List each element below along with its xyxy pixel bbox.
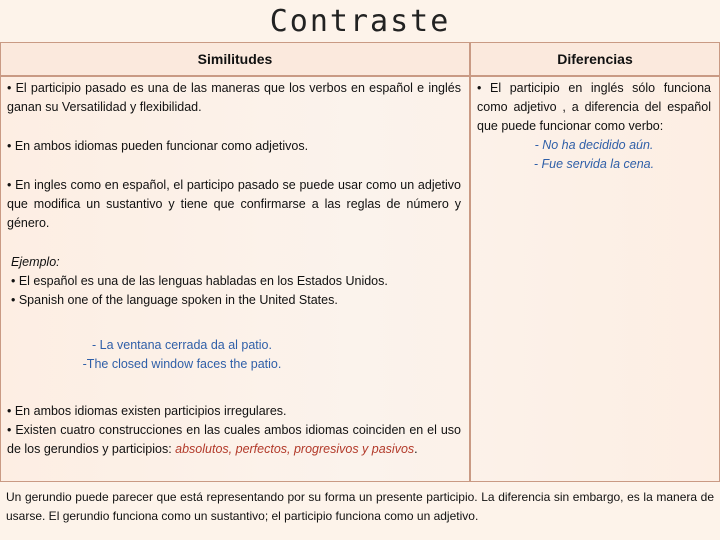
similitud-3: • En ingles como en español, el participo pasado se puede usar como un adjetivo que modifica un sustantivo y tiene que confirmarse a las reglas de número y género. bbox=[7, 178, 461, 230]
ejemplo-2: • Spanish one of the language spoken in the United States. bbox=[11, 293, 338, 307]
example-spanish: - La ventana cerrada da al patio. bbox=[92, 338, 272, 352]
diferencias-column bbox=[477, 79, 711, 174]
comparison-table bbox=[0, 42, 720, 482]
header-divider bbox=[1, 75, 719, 77]
header-diferencias: Diferencias bbox=[471, 43, 719, 75]
similitud-5 bbox=[7, 421, 461, 459]
similitudes-column bbox=[7, 79, 461, 459]
diferencia-1: • El participio en inglés sólo funciona como adjetivo , a diferencia del español que puede funcionar como verbo: bbox=[477, 81, 711, 133]
example-english: -The closed window faces the patio. bbox=[82, 357, 282, 371]
diferencia-example-2: - Fue servida la cena. bbox=[533, 157, 655, 171]
column-divider bbox=[469, 43, 471, 481]
similitud-4: • En ambos idiomas existen participios irregulares. bbox=[7, 404, 287, 418]
similitud-2: • En ambos idiomas pueden funcionar como adjetivos. bbox=[7, 139, 309, 153]
similitud-5-end: . bbox=[414, 442, 418, 456]
footer-note: Un gerundio puede parecer que está representando por su forma un presente participio. La diferencia sin embargo, es la manera de usarse. El gerundio funciona como un sustantivo; el participio funciona como un adjetivo. bbox=[6, 490, 714, 523]
header-similitudes: Similitudes bbox=[1, 43, 471, 75]
ejemplo-label: Ejemplo: bbox=[11, 255, 60, 269]
example-sentences bbox=[7, 336, 357, 374]
similitud-1: • El participio pasado es una de las maneras que los verbos en español e inglés ganan su Versatilidad y flexibilidad. bbox=[7, 81, 461, 114]
similitud-5-text: • Existen cuatro construcciones en las cuales ambos idiomas coinciden en el uso de los gerundios y participios: bbox=[7, 423, 461, 456]
diferencia-example-1: - No ha decidido aún. bbox=[534, 138, 654, 152]
ejemplo-block bbox=[7, 253, 461, 310]
ejemplo-1: • El español es una de las lenguas habladas en los Estados Unidos. bbox=[11, 274, 388, 288]
page-title: Contraste bbox=[269, 4, 451, 39]
construction-types: absolutos, perfectos, progresivos y pasivos bbox=[175, 442, 415, 456]
